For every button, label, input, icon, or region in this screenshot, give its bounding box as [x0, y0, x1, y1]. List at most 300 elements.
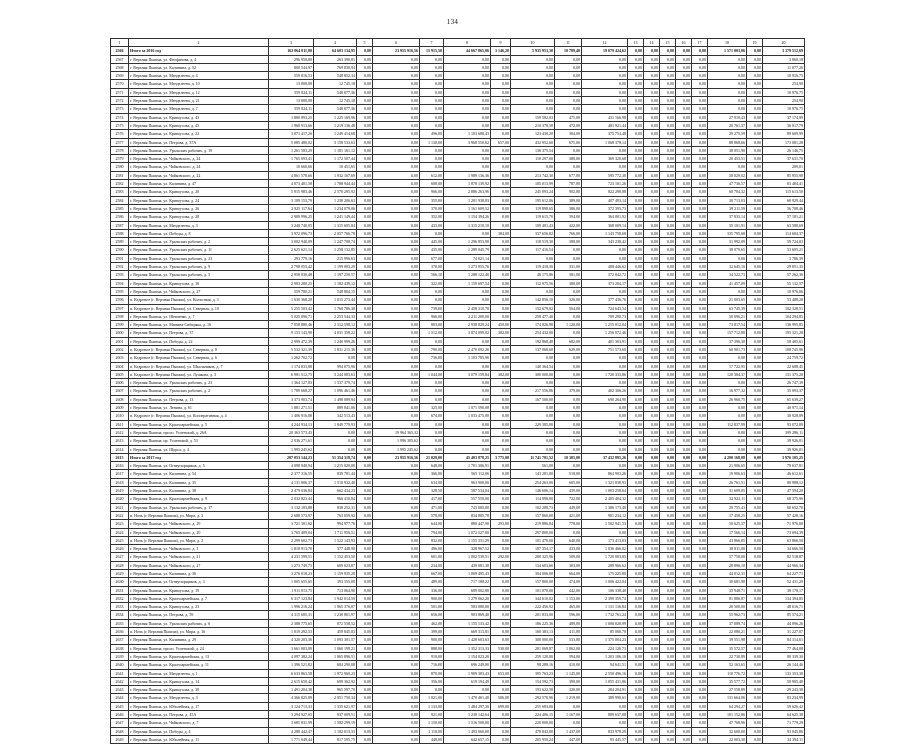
amount-cell: 0,00	[357, 437, 373, 445]
amount-cell: 0,00	[692, 354, 708, 362]
amount-cell: 0,00	[373, 296, 420, 304]
amount-cell: 117 416,54	[511, 246, 555, 254]
amount-cell: 10 305,00	[555, 453, 582, 461]
amount-cell: 1 335 621,97	[314, 702, 357, 710]
column-number: 20	[763, 39, 805, 47]
amount-cell: 3 276 018,23	[269, 570, 314, 578]
amount-cell: 0,00	[582, 163, 628, 171]
amount-cell: 0,00	[511, 105, 555, 113]
amount-cell: 0,00	[692, 677, 708, 685]
amount-cell: 0,00	[357, 520, 373, 528]
amount-cell: 0,00	[491, 121, 511, 129]
amount-cell: 743 085,00	[444, 503, 491, 511]
amount-cell: 0,00	[660, 603, 676, 611]
amount-cell: 0,00	[555, 312, 582, 320]
amount-cell: 0,00	[628, 370, 644, 378]
amount-cell: 381,00	[555, 271, 582, 279]
amount-cell: 0,00	[692, 171, 708, 179]
column-number: 17	[692, 39, 708, 47]
amount-cell: 0,00	[644, 271, 660, 279]
row-number-cell: 2606	[111, 379, 129, 387]
amount-cell: 0,00	[747, 171, 763, 179]
amount-cell: 0,00	[692, 611, 708, 619]
amount-cell: 10 660,66	[269, 163, 314, 171]
amount-cell: 1 289 045,79	[444, 246, 491, 254]
amount-cell: 0,00	[747, 271, 763, 279]
amount-cell: 803,00	[420, 321, 444, 329]
amount-cell: 0,00	[555, 354, 582, 362]
amount-cell: 0,00	[644, 97, 660, 105]
amount-cell: 0,00	[491, 204, 511, 212]
table-row	[111, 246, 805, 254]
amount-cell: 0,00	[747, 586, 763, 594]
amount-cell: 0,00	[676, 379, 692, 387]
address-cell: Итого за 2016 год	[129, 47, 269, 55]
amount-cell: 0,00	[491, 545, 511, 553]
amount-cell: 481 921,44	[582, 121, 628, 129]
amount-cell: 37 631,70	[763, 155, 805, 163]
amount-cell: 159 582,03	[511, 113, 555, 121]
amount-cell: 696 249,00	[444, 661, 491, 669]
amount-cell: 0,00	[692, 188, 708, 196]
amount-cell: 0,00	[747, 180, 763, 188]
amount-cell: 1 571 003,06	[708, 47, 747, 55]
amount-cell: 284 204,91	[582, 686, 628, 694]
amount-cell: 4 031 358,22	[314, 329, 357, 337]
amount-cell: 0,00	[676, 536, 692, 544]
amount-cell: 422,00	[555, 221, 582, 229]
amount-cell: 0,00	[660, 677, 676, 685]
amount-cell: 0,00	[373, 63, 420, 71]
amount-cell: 0,00	[357, 511, 373, 519]
amount-cell: 0,00	[628, 652, 644, 660]
amount-cell: 0,00	[555, 287, 582, 295]
amount-cell: 0,00	[491, 727, 511, 735]
amount-cell: 0,00	[676, 279, 692, 287]
amount-cell: 6 981 512,75	[269, 370, 314, 378]
address-cell: п. Кедровое (г. Верхняя Пышма), ул. Северная, д. 10	[129, 304, 269, 312]
amount-cell: 0,00	[747, 511, 763, 519]
amount-cell: 114 096,00	[511, 495, 555, 503]
amount-cell: 26 960,75	[708, 395, 747, 403]
amount-cell: 19 964 365,32	[373, 428, 420, 436]
amount-cell: 292 570,96	[511, 694, 555, 702]
row-number-cell: 2633	[111, 603, 129, 611]
table-row	[111, 487, 805, 495]
amount-cell: 0,00	[660, 478, 676, 486]
amount-cell: 0,00	[660, 138, 676, 146]
amount-cell: 2 999 472,39	[269, 337, 314, 345]
amount-cell: 108 745,96	[763, 345, 805, 353]
amount-cell: 380,00	[555, 155, 582, 163]
column-number: 2	[129, 39, 269, 47]
amount-cell: 653,00	[491, 669, 511, 677]
amount-cell: 105 013,99	[511, 180, 555, 188]
amount-cell: 0,00	[444, 155, 491, 163]
address-cell: г. Верхняя Пышма, ул. Петрова, д. 59	[129, 611, 269, 619]
amount-cell: 910,00	[420, 652, 444, 660]
amount-cell: 0,00	[692, 130, 708, 138]
amount-cell: 0,00	[692, 321, 708, 329]
amount-cell: 0,00	[373, 395, 420, 403]
amount-cell: 186 225,36	[511, 619, 555, 627]
amount-cell: 0,00	[708, 80, 747, 88]
amount-cell: 60 929,44	[763, 196, 805, 204]
amount-cell: 104 294,85	[763, 312, 805, 320]
column-number: 8	[444, 39, 491, 47]
amount-cell: 0,00	[373, 196, 420, 204]
amount-cell: 559 780,21	[269, 287, 314, 295]
row-number-cell: 2600	[111, 329, 129, 337]
amount-cell: 0,00	[555, 420, 582, 428]
address-cell: г. Верхняя Пышма, пр. Успенский, д. 53	[129, 437, 269, 445]
amount-cell: 173 413,03	[582, 536, 628, 544]
amount-cell: 0,00	[708, 97, 747, 105]
amount-cell: 0,00	[676, 196, 692, 204]
amount-cell: 0,00	[692, 329, 708, 337]
table-row	[111, 138, 805, 146]
address-cell: г. Верхняя Пышма, ул. Чайковского, д. 29	[129, 520, 269, 528]
amount-cell: 0,00	[660, 412, 676, 420]
amount-cell: 0,00	[644, 105, 660, 113]
amount-cell: 0,00	[491, 395, 511, 403]
amount-cell: 1 093 301,57	[314, 636, 357, 644]
amount-cell: 146 606,14	[511, 487, 555, 495]
amount-cell: 229 385,00	[511, 420, 555, 428]
amount-cell: 0,00	[660, 271, 676, 279]
table-row	[111, 180, 805, 188]
amount-cell: 0,00	[582, 88, 628, 96]
row-number-cell: 2608	[111, 395, 129, 403]
amount-cell: 0,00	[692, 487, 708, 495]
amount-cell: 0,00	[491, 80, 511, 88]
amount-cell: 1 015 273,44	[314, 296, 357, 304]
amount-cell: 137 068,60	[511, 345, 555, 353]
amount-cell: 0,00	[676, 445, 692, 453]
amount-cell: 5 085 480,02	[269, 138, 314, 146]
amount-cell: 0,00	[660, 702, 676, 710]
amount-cell: 0,00	[491, 470, 511, 478]
amount-cell: 0,00	[660, 254, 676, 262]
amount-cell: 11 741 701,52	[511, 453, 555, 461]
amount-cell: 187 354,17	[511, 545, 555, 553]
address-cell: г. Верхняя Пышма, ул. Уральских рабочих, д. 2	[129, 387, 269, 395]
table-row	[111, 594, 805, 602]
amount-cell: 0,00	[644, 520, 660, 528]
address-cell: г. Верхняя Пышма, ул. Уральских рабочих, д. 23	[129, 254, 269, 262]
amount-cell: 0,00	[357, 636, 373, 644]
amount-cell: 0,00	[692, 495, 708, 503]
amount-cell: 0,00	[491, 337, 511, 345]
amount-cell: 1 181 161,12	[314, 146, 357, 154]
amount-cell: 0,00	[644, 163, 660, 171]
address-cell: г. Верхняя Пышма, ул. Огнеупорщиков, д. 3	[129, 578, 269, 586]
amount-cell: 293,00	[491, 520, 511, 528]
amount-cell: 0,00	[357, 345, 373, 353]
amount-cell: 0,00	[644, 470, 660, 478]
amount-cell: 0,00	[357, 395, 373, 403]
address-cell: г. Верхняя Пышма, ул. Юбилейная, д. 17	[129, 702, 269, 710]
amount-cell: 901 234,12	[582, 511, 628, 519]
amount-cell: 900,00	[420, 594, 444, 602]
amount-cell: 0,00	[373, 229, 420, 237]
amount-cell: 664,00	[555, 570, 582, 578]
amount-cell: 7 058 880,46	[269, 321, 314, 329]
amount-cell: 0,00	[373, 246, 420, 254]
amount-cell: 0,00	[692, 619, 708, 627]
amount-cell: 0,00	[555, 404, 582, 412]
amount-cell: 0,00	[660, 487, 676, 495]
amount-cell: 0,00	[357, 453, 373, 461]
amount-cell: 0,00	[644, 652, 660, 660]
amount-cell: 3 294 927,65	[269, 711, 314, 719]
table-row	[111, 677, 805, 685]
amount-cell: 2 036 271,61	[269, 437, 314, 445]
amount-cell: 4 098 940,94	[269, 462, 314, 470]
amount-cell: 0,00	[444, 80, 491, 88]
amount-cell: 0,00	[628, 304, 644, 312]
amount-cell: 605,00	[555, 478, 582, 486]
amount-cell: 0,00	[660, 221, 676, 229]
table-row	[111, 428, 805, 436]
amount-cell: 0,00	[628, 437, 644, 445]
column-number: 15	[660, 39, 676, 47]
amount-cell: 1 219 136,48	[314, 121, 357, 129]
table-row	[111, 735, 805, 743]
amount-cell: 417,00	[420, 495, 444, 503]
amount-cell: 0,00	[628, 47, 644, 55]
amount-cell: 0,00	[491, 628, 511, 636]
amount-cell: 0,00	[373, 312, 420, 320]
amount-cell: 439,00	[555, 487, 582, 495]
amount-cell: 0,00	[747, 329, 763, 337]
amount-cell: 0,00	[582, 379, 628, 387]
column-number-row	[111, 39, 805, 47]
amount-cell: 0,00	[692, 287, 708, 295]
amount-cell: 0,00	[511, 437, 555, 445]
amount-cell: 300 000,00	[511, 370, 555, 378]
amount-cell: 1 110,00	[420, 727, 444, 735]
amount-cell: 0,00	[357, 213, 373, 221]
amount-cell: 677,00	[420, 254, 444, 262]
amount-cell: 0,00	[660, 628, 676, 636]
address-cell: п. Кедровое (г. Верхняя Пышма), ул. Северная, д. 6	[129, 354, 269, 362]
table-row	[111, 229, 805, 237]
amount-cell: 84 314,61	[763, 636, 805, 644]
amount-cell: 58 405,61	[763, 337, 805, 345]
address-cell: г. Верхняя Пышма, ул. Кривоусова, д. 19	[129, 586, 269, 594]
amount-cell: 0,00	[628, 130, 644, 138]
amount-cell: 0,00	[444, 63, 491, 71]
amount-cell: 0,00	[747, 619, 763, 627]
amount-cell: 201 833,00	[511, 611, 555, 619]
amount-cell: 85 574,21	[763, 611, 805, 619]
row-number-cell: 2624	[111, 528, 129, 536]
amount-cell: 79 637,81	[763, 462, 805, 470]
row-number-cell: 2648	[111, 727, 129, 735]
amount-cell: 31 992,09	[708, 238, 747, 246]
amount-cell: 0,00	[644, 188, 660, 196]
amount-cell: 302,00	[491, 370, 511, 378]
amount-cell: 0,00	[644, 130, 660, 138]
amount-cell: 0,00	[676, 254, 692, 262]
amount-cell: 59 724,03	[763, 238, 805, 246]
amount-cell: 0,00	[582, 72, 628, 80]
amount-cell: 1 288 122,40	[444, 271, 491, 279]
amount-cell: 0,00	[692, 478, 708, 486]
table-row	[111, 146, 805, 154]
amount-cell: 47 768,96	[708, 719, 747, 727]
amount-cell: 0,00	[692, 536, 708, 544]
amount-cell: 472,00	[555, 121, 582, 129]
amount-cell: 94 641,51	[582, 661, 628, 669]
amount-cell: 302,00	[491, 329, 511, 337]
amount-cell: 0,00	[555, 88, 582, 96]
amount-cell: 0,00	[628, 204, 644, 212]
amount-cell: 0,00	[357, 561, 373, 569]
row-number-cell: 2615	[111, 453, 129, 461]
amount-cell: 518,00	[555, 470, 582, 478]
amount-cell: 0,00	[747, 686, 763, 694]
amount-cell: 0,00	[660, 694, 676, 702]
amount-cell: 394,00	[555, 213, 582, 221]
address-cell: г. Верхняя Пышма, ул. Победы, д. 4	[129, 727, 269, 735]
amount-cell: 0,00	[357, 478, 373, 486]
amount-cell: 0,00	[692, 254, 708, 262]
address-cell: г. Верхняя Пышма, ул. Кривоусова, д. 22	[129, 130, 269, 138]
amount-cell: 50 625,37	[708, 520, 747, 528]
amount-cell: 0,00	[628, 263, 644, 271]
amount-cell: 85 955,90	[763, 171, 805, 179]
amount-cell: 220 000,00	[511, 719, 555, 727]
amount-cell: 0,00	[747, 370, 763, 378]
amount-cell: 110 297,00	[511, 155, 555, 163]
amount-cell: 102 328,51	[763, 304, 805, 312]
amount-cell: 0,00	[373, 354, 420, 362]
amount-cell: 0,00	[373, 520, 420, 528]
address-cell: п. Кедровое (г. Верхняя Пышма), ул. Кооперативная, д. 4	[129, 412, 269, 420]
address-cell: г. Верхняя Пышма, ул. Кривоусова, д. 24	[129, 196, 269, 204]
amount-cell: 2 051 750,34	[314, 694, 357, 702]
amount-cell: 1 789 668,27	[269, 387, 314, 395]
amount-cell: 1 065 896,51	[314, 652, 357, 660]
address-cell: п. Ночь (г. Верхняя Пышма), ул. Мира, д. 2	[129, 536, 269, 544]
amount-cell: 489,00	[420, 578, 444, 586]
table-row	[111, 495, 805, 503]
amount-cell: 0,00	[676, 263, 692, 271]
amount-cell: 0,00	[373, 511, 420, 519]
amount-cell: 0,00	[660, 196, 676, 204]
amount-cell: 0,00	[747, 279, 763, 287]
amount-cell: 0,00	[628, 636, 644, 644]
amount-cell: 1 240 999,26	[314, 337, 357, 345]
amount-cell: 44 667 865,06	[444, 47, 491, 55]
amount-cell: 662 434,23	[314, 487, 357, 495]
amount-cell: 548 877,36	[314, 88, 357, 96]
amount-cell: 0,00	[491, 246, 511, 254]
amount-cell: 37 089,74	[708, 619, 747, 627]
amount-cell: 0,00	[692, 412, 708, 420]
amount-cell: 384,00	[491, 229, 511, 237]
amount-cell: 0,00	[628, 72, 644, 80]
table-row	[111, 113, 805, 121]
amount-cell: 1 241 149,44	[314, 213, 357, 221]
amount-cell: 800 544,97	[269, 63, 314, 71]
amount-cell: 2 057 766,78	[314, 229, 357, 237]
amount-cell: 766,00	[555, 229, 582, 237]
address-cell: г. Верхняя Пышма, ул. Кривоусова, д. 23	[129, 603, 269, 611]
amount-cell: 0,00	[357, 171, 373, 179]
amount-cell: 0,00	[628, 271, 644, 279]
amount-cell: 0,00	[644, 196, 660, 204]
address-cell: г. Верхняя Пышма, ул. Огнеупорщиков, д. 5	[129, 462, 269, 470]
amount-cell: 0,00	[676, 553, 692, 561]
amount-cell: 717 188,22	[444, 578, 491, 586]
amount-cell: 0,00	[644, 677, 660, 685]
address-cell: г. Верхняя Пышма, ул. Кривоусова, д. 43	[129, 113, 269, 121]
amount-cell: 0,00	[491, 72, 511, 80]
amount-cell: 1 493 060,00	[444, 727, 491, 735]
amount-cell: 26 747,39	[763, 379, 805, 387]
amount-cell: 0,00	[373, 652, 420, 660]
amount-cell: 63 866,50	[763, 536, 805, 544]
amount-cell: 0,00	[660, 536, 676, 544]
amount-cell: 1 720 003,85	[582, 553, 628, 561]
amount-cell: 0,00	[644, 121, 660, 129]
amount-cell: 297 800,00	[511, 528, 555, 536]
amount-cell: 0,00	[555, 362, 582, 370]
amount-cell: 0,00	[357, 694, 373, 702]
amount-cell: 1 510 932,48	[314, 478, 357, 486]
amount-cell: 0,00	[373, 478, 420, 486]
amount-cell: 0,00	[357, 47, 373, 55]
amount-cell: 1 711 956,51	[314, 528, 357, 536]
amount-cell: 0,00	[491, 88, 511, 96]
amount-cell: 450,00	[491, 321, 511, 329]
amount-cell: 1 375 004,23	[582, 636, 628, 644]
amount-cell: 0,00	[660, 727, 676, 735]
amount-cell: 13 000,08	[269, 97, 314, 105]
amount-cell: 0,00	[373, 495, 420, 503]
amount-cell: 0,00	[357, 130, 373, 138]
amount-cell: 1 033 475,00	[444, 412, 491, 420]
amount-cell: 3 071 417,26	[269, 130, 314, 138]
table-row	[111, 462, 805, 470]
row-number-cell: 2593	[111, 271, 129, 279]
amount-cell: 0,00	[747, 121, 763, 129]
amount-cell: 0,00	[676, 304, 692, 312]
amount-cell: 215 996,63	[314, 254, 357, 262]
amount-cell: 0,00	[660, 520, 676, 528]
amount-cell: 0,00	[628, 470, 644, 478]
amount-cell: 0,00	[676, 63, 692, 71]
amount-cell: 0,00	[692, 113, 708, 121]
amount-cell: 37 833,14	[708, 213, 747, 221]
address-cell: г. Верхняя Пышма, ул. Кривоусова, д. 16	[129, 279, 269, 287]
row-number-cell: 2630	[111, 578, 129, 586]
column-number: 11	[555, 39, 582, 47]
amount-cell: 101 070,00	[511, 586, 555, 594]
row-number-cell: 2589	[111, 238, 129, 246]
amount-cell: 3 786,39	[763, 254, 805, 262]
table-row	[111, 287, 805, 295]
amount-cell: 506,00	[491, 694, 511, 702]
amount-cell: 0,00	[357, 644, 373, 652]
amount-cell: 0,00	[644, 304, 660, 312]
amount-cell: 22 003,30	[708, 735, 747, 743]
amount-cell: 1 102 013,33	[314, 727, 357, 735]
amount-cell: 0,00	[747, 677, 763, 685]
